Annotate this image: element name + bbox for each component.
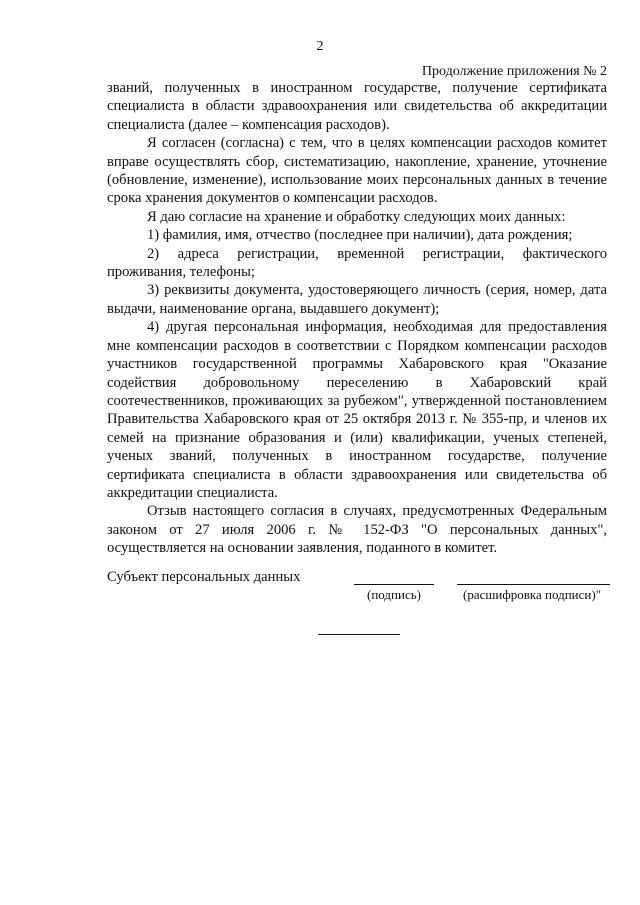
- document-body: [107, 79, 607, 558]
- list-item-4: 4) другая персональная информация, необходимая для предоставления мне компенсации расходов в соответствии с Порядком компенсации расходов участников государственной программы Хабаровского края "Оказание содействия добровольному переселению в Хабаровский край соотечественников, проживающих за рубежом", утвержденной постановлением Правительства Хабаровского края от 25 октября 2013 г. № 355-пр, и членов их семей на признание образования и (или) квалификации, ученых степеней, ученых званий, полученных в иностранном государстве, получение сертификата специалиста в области здравоохранения или свидетельства об аккредитации специалиста.: [107, 319, 607, 501]
- paragraph-continuation: званий, полученных в иностранном государстве, получение сертификата специалиста в области здравоохранения или свидетельства об аккредитации специалиста (далее – компенсация расходов).: [107, 80, 607, 133]
- signature-caption: (подпись): [367, 587, 421, 602]
- list-item-3: 3) реквизиты документа, удостоверяющего личность (серия, номер, дата выдачи, наименование органа, выдавшего документ);: [107, 282, 607, 317]
- paragraph-revocation: Отзыв настоящего согласия в случаях, предусмотренных Федеральным законом от 27 июля 2006 г. № 152-ФЗ "О персональных данных", осуществляется на основании заявления, поданного в комитет.: [107, 503, 607, 557]
- paragraph-data-intro: Я даю согласие на хранение и обработку следующих моих данных:: [147, 208, 566, 225]
- transcript-caption: (расшифровка подписи)": [462, 587, 601, 602]
- paragraph-consent: Я согласен (согласна) с тем, что в целях компенсации расходов комитет вправе осуществлять сбор, систематизацию, накопление, хранение, уточнение (обновление, изменение), использование моих персональных данных в течение срока хранения документов о компенсации расходов.: [107, 135, 607, 207]
- page-number: 2: [316, 39, 324, 54]
- transcript-line: [457, 584, 610, 585]
- signature-line: [354, 584, 434, 585]
- list-item-1: 1) фамилия, имя, отчество (последнее при наличии), дата рождения;: [147, 227, 573, 244]
- appendix-continuation-label: Продолжение приложения № 2: [421, 64, 607, 79]
- signature-block: [107, 568, 607, 608]
- list-item-2: 2) адреса регистрации, временной регистрации, фактического проживания, телефоны;: [107, 245, 607, 281]
- subject-label: Субъект персональных данных: [107, 569, 301, 585]
- closing-divider: [318, 634, 400, 635]
